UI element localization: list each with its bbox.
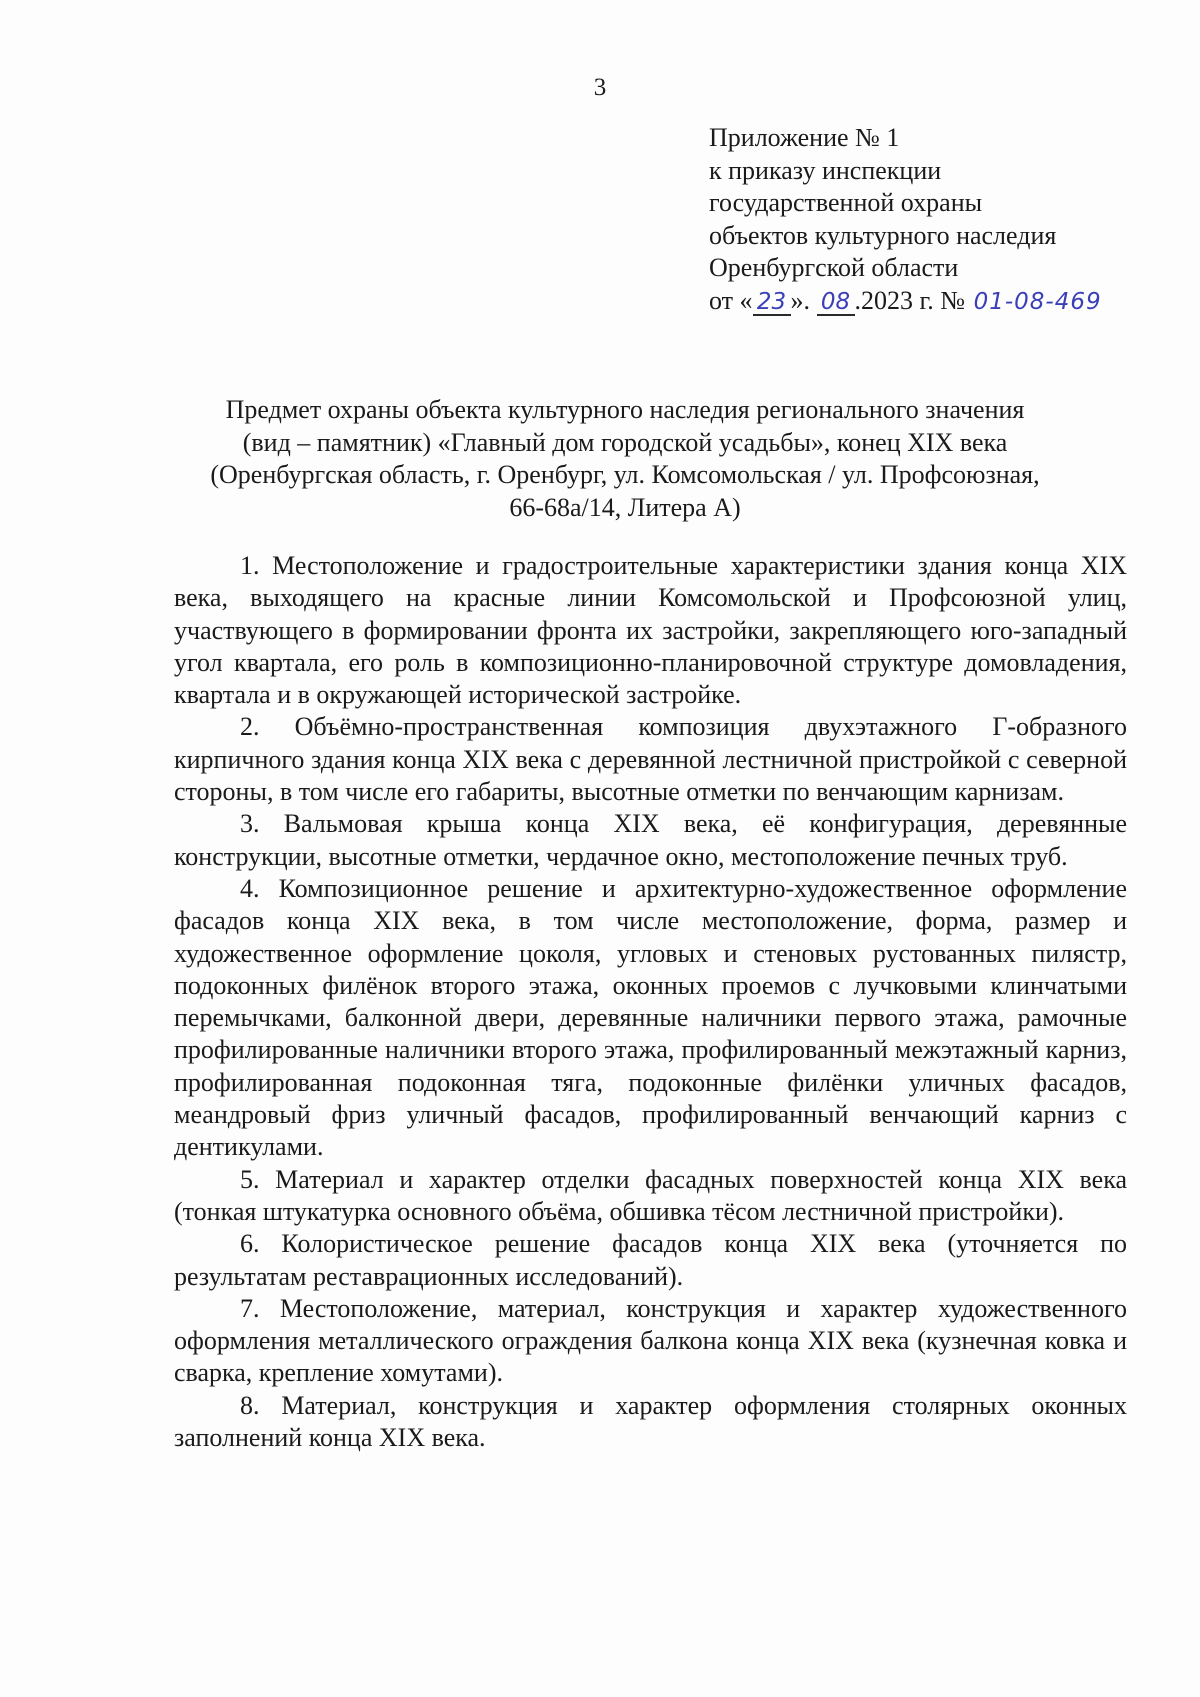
protection-items-list [174,550,1127,1454]
appendix-header [709,122,1104,317]
appendix-line: Оренбургской области [709,253,959,282]
list-item: 8. Материал, конструкция и характер оформления столярных оконных заполнений конца XIX века. [174,1390,1127,1453]
list-item: 2. Объёмно-пространственная композиция двухэтажного Г-образного кирпичного здания конца XIX века с деревянной лестничной пристройкой с северной стороны, в том числе его габариты, высотные отметки по венчающим карнизам. [174,712,1127,807]
list-item: 1. Местоположение и градостроительные характеристики здания конца XIX века, выходящего на красные линии Комсомольской и Профсоюзной улиц, участвующего в формировании фронта их застройки, закрепляющего юго-западный угол квартала, его роль в композиционно-планировочной структуре домовладения, квартала и в окружающей исторической застройке. [174,551,1127,710]
appendix-line: к приказу инспекции [709,155,942,185]
appendix-title: Приложение № 1 [709,123,900,152]
handwritten-month: 08 [817,290,855,316]
date-prefix: от « [709,285,753,315]
list-item: 7. Местоположение, материал, конструкция и характер художественного оформления металлического ограждения балкона конца XIX века (кузнечная ковка и сварка, крепление хомутами). [174,1293,1127,1388]
title-line: (Оренбургская область, г. Оренбург, ул. Комсомольская / ул. Профсоюзная, [210,460,1040,489]
order-date-line [709,285,1104,318]
appendix-line: государственной охраны [709,188,983,217]
title-line: 66-68а/14, Литера А) [509,492,741,522]
page-number: 3 [593,74,607,101]
document-title [150,394,1100,524]
list-item: 5. Материал и характер отделки фасадных поверхностей конца XIX века (тонкая штукатурка основного объёма, обшивка тёсом лестничной пристройки). [174,1164,1127,1226]
date-mid: ». [790,285,817,315]
list-item: 3. Вальмовая крыша конца XIX века, её конфигурация, деревянные конструкции, высотные отметки, чердачное окно, местоположение печных труб. [174,809,1127,871]
title-line: (вид – памятник) «Главный дом городской усадьбы», конец XIX века [242,427,1008,457]
date-suffix: .2023 г. № [854,285,972,315]
list-item: 6. Колористическое решение фасадов конца XIX века (уточняется по результатам реставрационных исследований). [174,1229,1127,1291]
list-item: 4. Композиционное решение и архитектурно-художественное оформление фасадов конца XIX века, в том числе местоположение, форма, размер и художественное оформление цоколя, угловых и стеновых рустованных пилястр, подоконных филёнок второго этажа, оконных проемов с лучковыми клинчатыми перемычками, балконной двери, деревянные наличники первого этажа, рамочные профилированные наличники второго этажа, профилированный межэтажный карниз, профилированная подоконная тяга, подоконные филёнки уличных фасадов, меандровый фриз уличный фасадов, профилированный венчающий карниз с дентикулами. [174,873,1127,1162]
handwritten-day: 23 [753,290,791,316]
appendix-line: объектов культурного наследия [709,220,1057,250]
handwritten-order-number: 01-08-469 [973,288,1102,315]
title-line: Предмет охраны объекта культурного наследия регионального значения [225,395,1025,424]
